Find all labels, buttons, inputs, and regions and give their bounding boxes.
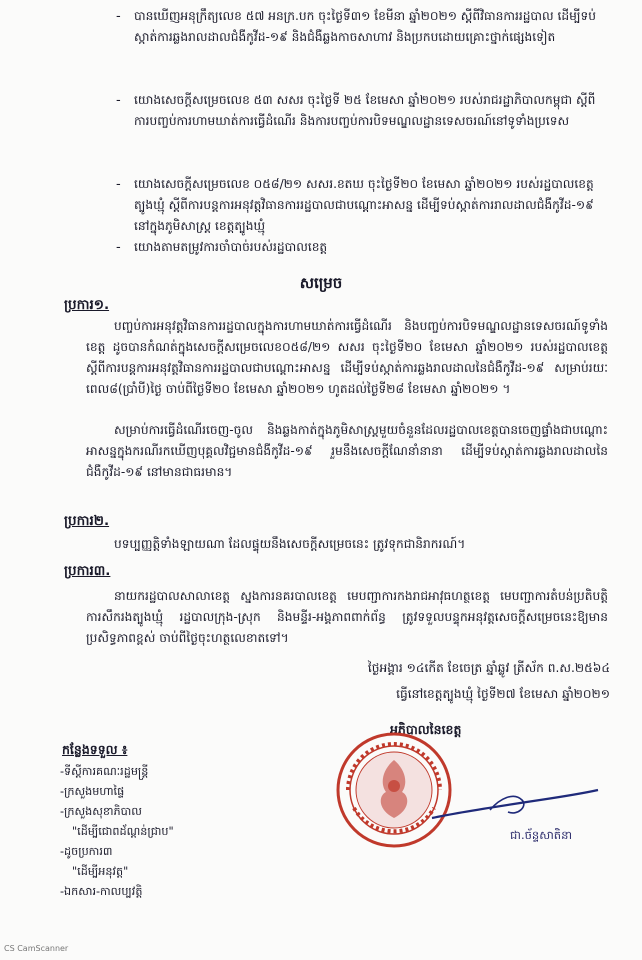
recipient-item: "ដើម្បីជោពដ័ណ្តន់ជ្រាប"	[72, 825, 174, 838]
preamble-bullet-3: យោងសេចក្តីសម្រេចលេខ ០៥៨/២១ សសរ.ខតឃ ចុះថ្ងៃទី២០ ខែមេសា ឆ្នាំ២០២១ របស់រដ្ឋបាលខេត្តត្បូងឃ្មុំ ស្ដីពីការបន្តការអនុវត្តវិធានការរដ្ឋបាលជាបណ្តោះអាសន្ន ដើម្បីទប់ស្កាត់ការរាលដាលជំងឺកូវីដ-១៩ នៅក្នុងភូមិសាស្ត្រ ខេត្តត្បូងឃ្មុំ	[134, 177, 594, 233]
bullet-marker: -	[116, 9, 121, 24]
article-2-paragraph-1: បទប្បញ្ញត្តិទាំងឡាយណា ដែលផ្ទុយនឹងសេចក្តីសម្រេចនេះ ត្រូវទុកជានិរាករណ៍។	[114, 537, 466, 551]
recipient-item: -ក្រសួងមហាផ្ទៃ	[60, 785, 125, 798]
bullet-marker: -	[116, 240, 121, 255]
article-1-heading: ប្រការ១.	[64, 297, 110, 313]
article-2-heading: ប្រការ២.	[64, 513, 110, 529]
article-3-heading: ប្រការ៣.	[64, 563, 111, 579]
preamble-bullet-4: យោងតាមតម្រូវការចាំបាច់របស់រដ្ឋបាលខេត្ត	[134, 240, 328, 254]
recipient-item: -ទីស្ដីការគណៈរដ្ឋមន្ត្រី	[60, 765, 149, 778]
article-3-paragraph-1: នាយករដ្ឋបាលសាលាខេត្ត ស្នងការនគរបាលខេត្ត មេបញ្ជាការកងរាជអាវុធហត្ថខេត្ត មេបញ្ជាការតំបន់ប្រតិបត្តិការសឹករងត្បូងឃ្មុំ រដ្ឋបាលក្រុង-ស្រុក និងមន្ទីរ-អង្គភាពពាក់ព័ន្ធ ត្រូវទទួលបន្ទុកអនុវត្តសេចក្តីសម្រេចនេះឱ្យមានប្រសិទ្ធភាពខ្ពស់ ចាប់ពីថ្ងៃចុះហត្ថលេខាតទៅ។	[86, 589, 608, 645]
recipients-heading: កន្លែងទទួល ៖	[62, 742, 128, 757]
signatory-title: អភិបាលនៃខេត្ត	[390, 722, 462, 737]
handwritten-signature	[430, 770, 600, 830]
decision-title: សម្រេច	[299, 274, 343, 292]
recipient-item: "ដើម្បីអនុវត្ត"	[72, 865, 129, 878]
recipient-item: -ដូចប្រការ៣	[60, 845, 113, 858]
preamble-bullet-1: បានឃើញអនុក្រឹត្យលេខ ៥៧ អនក្រ.បក ចុះថ្ងៃទី៣១ ខែមីនា ឆ្នាំ២០២១ ស្ដីពីវិធានការរដ្ឋបាល ដើម្បីទប់ស្កាត់ការឆ្លងរាលដាលជំងឺកូវីដ-១៩ និងជំងឺឆ្លងកាចសាហាវ និងប្រកបដោយគ្រោះថ្នាក់ផ្សេងទៀត	[134, 9, 596, 44]
recipient-item: -ក្រសួងសុខាភិបាល	[60, 805, 142, 818]
preamble-bullet-2: យោងសេចក្តីសម្រេចលេខ ៥៣ សសរ ចុះថ្ងៃទី ២៥ ខែមេសា ឆ្នាំ២០២១ របស់រាជរដ្ឋាភិបាលកម្ពុជា ស្ដីពីការបញ្ចប់ការហាមឃាត់ការធ្វើដំណើរ និងការបញ្ចប់ការបិទមណ្ឌលដ្ឋានទេសចរណ៍នៅទូទាំងប្រទេស	[134, 93, 596, 128]
recipient-item: -ឯកសារ-កាលប្បវត្តិ	[60, 885, 143, 898]
article-1-paragraph-2: សម្រាប់ការធ្វើដំណើរចេញ-ចូល និងឆ្លងកាត់ក្នុងភូមិសាស្ត្រមួយចំនួនដែលរដ្ឋបាលខេត្តបានចេញផ្ទាំងជាបណ្តោះអាសន្នក្នុងករណីរកឃើញបុគ្គលវិជ្ជមានជំងឺកូវីដ-១៩ រួមនឹងសេចក្តីណែនាំនានា ដើម្បីទប់ស្កាត់ការឆ្លងរាលដាលនៃជំងឺកូវីដ-១៩ នៅមានជាធរមាន។	[86, 423, 608, 479]
bullet-marker: -	[116, 93, 121, 108]
signatory-name: ជា.ច័ន្ទសាតិនា	[510, 828, 573, 842]
scanner-watermark: CS CamScanner	[4, 944, 69, 953]
bullet-marker: -	[116, 177, 121, 192]
date-lunar: ថ្ងៃអង្គារ ១៤កើត ខែចេត្រ ឆ្នាំឆ្លូវ ត្រីស័ក ព.ស.២៥៦៤	[367, 661, 610, 675]
article-1-paragraph-1: បញ្ចប់ការអនុវត្តវិធានការរដ្ឋបាលក្នុងការហាមឃាត់ការធ្វើដំណើរ និងបញ្ចប់ការបិទមណ្ឌលដ្ឋានទេសចរណ៍ទូទាំងខេត្ត ដូចបានកំណត់ក្នុងសេចក្តីសម្រេចលេខ០៥៨/២១ សសរ ចុះថ្ងៃទី២០ ខែមេសា ឆ្នាំ២០២១ របស់រដ្ឋបាលខេត្ត ស្ដីពីការបន្តការអនុវត្តវិធានការរដ្ឋបាលជាបណ្តោះអាសន្ន ដើម្បីទប់ស្កាត់ការឆ្លងរាលដាលនៃជំងឺកូវីដ-១៩ សម្រាប់រយៈពេល៨(ប្រាំបី)ថ្ងៃ ចាប់ពីថ្ងៃទី២០ ខែមេសា ឆ្នាំ២០២១ ហូតដល់ថ្ងៃទី២៨ ខែមេសា ឆ្នាំ២០២១ ។	[86, 319, 608, 396]
date-solar: ធ្វើនៅខេត្តត្បូងឃ្មុំ ថ្ងៃទី២៧ ខែមេសា ឆ្នាំ២០២១	[396, 687, 610, 701]
